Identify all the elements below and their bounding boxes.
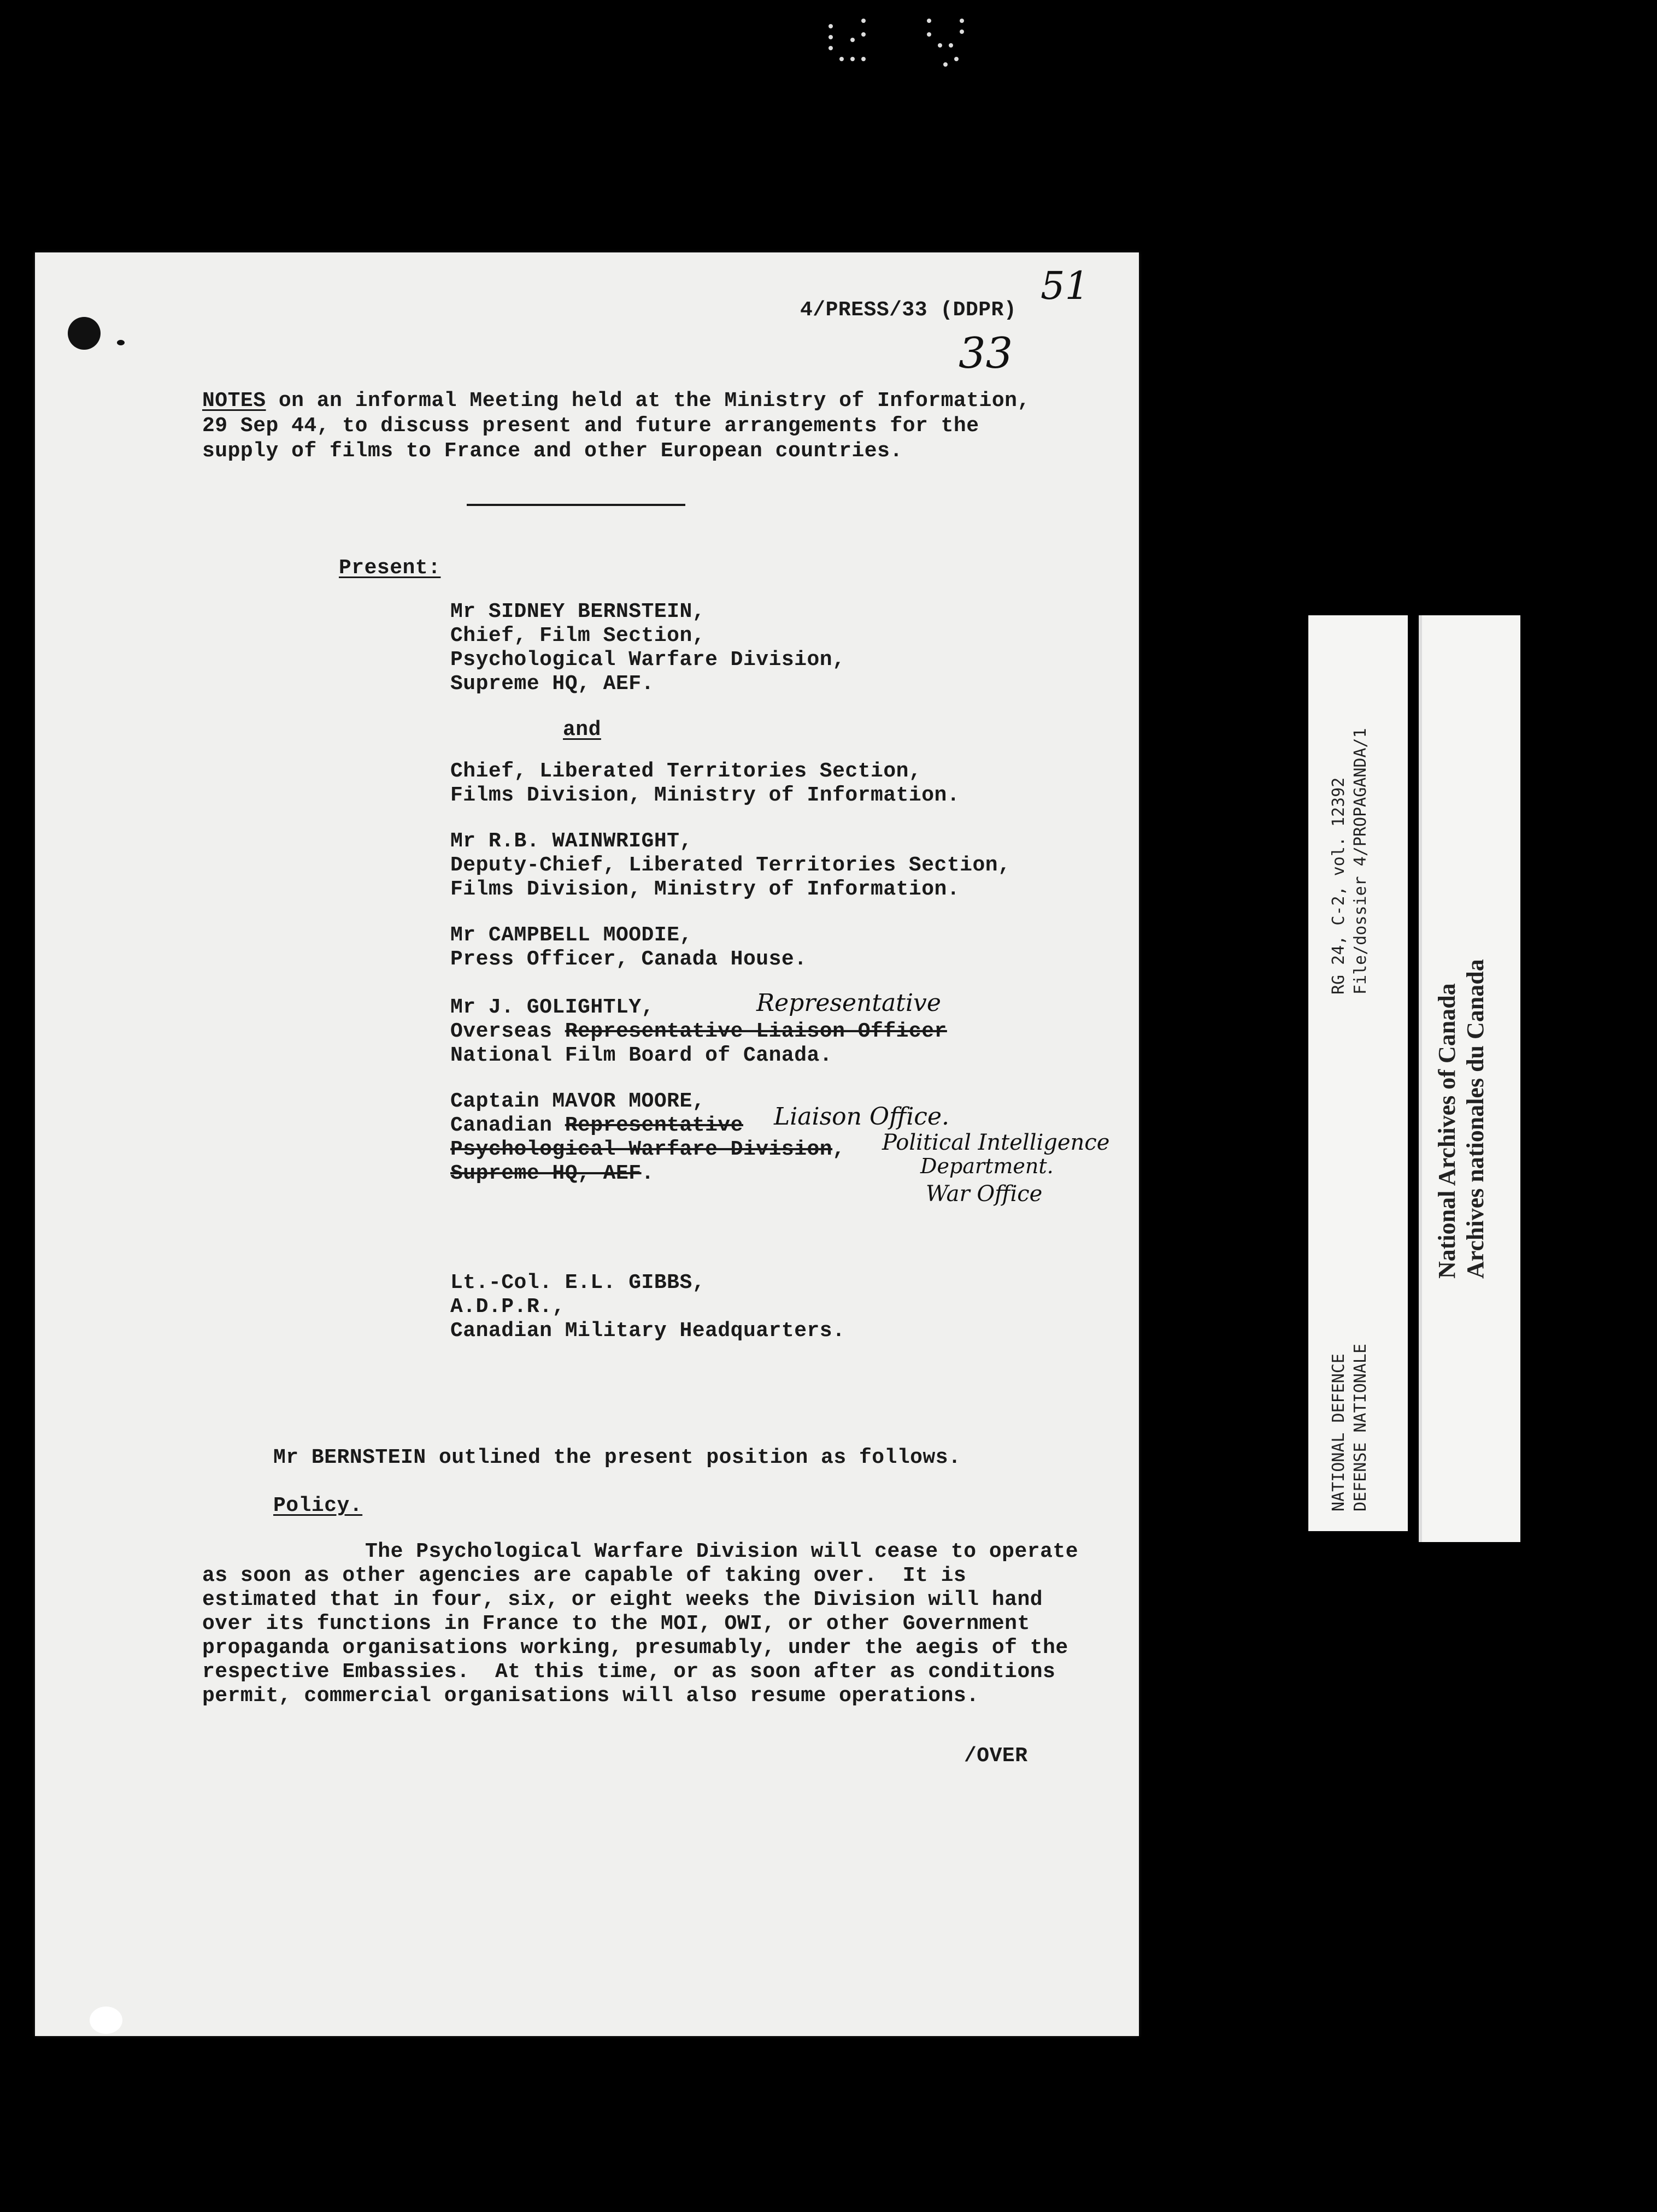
outline-sentence: Mr BERNSTEIN outlined the present position as follows.	[273, 1446, 961, 1469]
ink-speck	[117, 340, 125, 345]
attendee-gibbs-name: Lt.-Col. E.L. GIBBS,	[450, 1271, 706, 1295]
notes-word: NOTES	[202, 389, 266, 413]
attendee-bernstein-division: Psychological Warfare Division,	[450, 648, 845, 672]
heading-line-1: on an informal Meeting held at the Ministry of Information,	[266, 389, 1030, 413]
and-word: and	[563, 718, 601, 742]
paper-smudge	[90, 2007, 122, 2034]
policy-line-1: The Psychological Warfare Division will cease to operate	[365, 1540, 1079, 1563]
moore-canadian: Canadian	[450, 1114, 565, 1137]
policy-line-3: estimated that in four, six, or eight weeks the Division will hand	[202, 1588, 1043, 1611]
punch-hole-mark	[68, 317, 101, 350]
moore-hq-period: .	[641, 1162, 654, 1185]
moore-handwritten-4: War Office	[926, 1181, 1043, 1207]
attendee-moore-title	[450, 1114, 743, 1138]
policy-heading: Policy.	[273, 1494, 363, 1517]
policy-line-4: over its functions in France to the MOI, OWI, or other Government	[202, 1612, 1030, 1636]
document-page	[35, 252, 1139, 2036]
attendee-bernstein-name: Mr SIDNEY BERNSTEIN,	[450, 600, 706, 623]
moore-handwritten-3: Department.	[920, 1154, 1054, 1178]
attendee-bernstein-hq: Supreme HQ, AEF.	[450, 672, 654, 696]
attendee-wainwright-title: Deputy-Chief, Liberated Territories Section,	[450, 854, 1011, 877]
attendee-moodie-name: Mr CAMPBELL MOODIE,	[450, 923, 692, 947]
attendee-chief-division: Films Division, Ministry of Information.	[450, 784, 960, 807]
archive-dept-line-2: DEFENSE NATIONALE	[1351, 1343, 1370, 1511]
notes-heading	[202, 389, 1030, 413]
attendee-moore-division: Psychological Warfare Division,	[450, 1138, 845, 1161]
heading-line-3: supply of films to France and other European countries.	[202, 439, 903, 463]
archive-ref-line-2: File/dossier 4/PROPAGANDA/1	[1351, 728, 1370, 995]
moore-struck-hq: Supreme HQ, AEF	[450, 1162, 642, 1185]
moore-struck-division: Psychological Warfare Division	[450, 1138, 833, 1161]
golightly-struck-text: Representative Liaison Officer	[565, 1020, 947, 1043]
over-marker: /OVER	[964, 1744, 1028, 1768]
attendee-bernstein-title: Chief, Film Section,	[450, 624, 706, 648]
national-archives-label	[1419, 615, 1520, 1542]
archives-name-en: National Archives of Canada	[1433, 983, 1460, 1279]
attendee-moore-name: Captain MAVOR MOORE,	[450, 1090, 706, 1113]
policy-line-7: permit, commercial organisations will also resume operations.	[202, 1684, 979, 1708]
moore-struck-text: Representative	[565, 1114, 743, 1137]
archives-name-fr: Archives nationales du Canada	[1462, 959, 1489, 1279]
archive-ref-line-1: RG 24, C-2, vol. 12392	[1329, 777, 1348, 995]
golightly-handwritten-correction: Representative	[756, 989, 941, 1017]
perforation-dots	[820, 10, 995, 75]
golightly-overseas: Overseas	[450, 1020, 565, 1043]
moore-handwritten-1: Liaison Office.	[774, 1103, 949, 1131]
attendee-moodie-title: Press Officer, Canada House.	[450, 948, 807, 971]
attendee-moore-hq	[450, 1162, 654, 1186]
heading-divider	[467, 504, 685, 506]
attendee-golightly-title	[450, 1020, 947, 1044]
handwritten-margin-mark: 51	[1041, 263, 1090, 308]
attendee-chief-title: Chief, Liberated Territories Section,	[450, 760, 922, 783]
handwritten-file-number: 33	[959, 329, 1013, 378]
attendee-golightly-board: National Film Board of Canada.	[450, 1044, 833, 1067]
attendee-gibbs-hq: Canadian Military Headquarters.	[450, 1319, 845, 1343]
present-label: Present:	[339, 556, 441, 580]
attendee-wainwright-division: Films Division, Ministry of Information.	[450, 878, 960, 901]
heading-line-2: 29 Sep 44, to discuss present and future arrangements for the	[202, 414, 979, 438]
policy-line-6: respective Embassies. At this time, or as soon after as conditions	[202, 1660, 1056, 1684]
attendee-wainwright-name: Mr R.B. WAINWRIGHT,	[450, 829, 692, 853]
archive-dept-line-1: NATIONAL DEFENCE	[1329, 1354, 1348, 1511]
policy-line-5: propaganda organisations working, presumably, under the aegis of the	[202, 1636, 1068, 1660]
attendee-golightly-name: Mr J. GOLIGHTLY,	[450, 996, 654, 1019]
archive-reference-label	[1308, 615, 1408, 1531]
policy-line-2: as soon as other agencies are capable of taking over. It is	[202, 1564, 967, 1587]
file-reference: 4/PRESS/33 (DDPR)	[800, 298, 1017, 322]
attendee-gibbs-title: A.D.P.R.,	[450, 1295, 565, 1319]
moore-handwritten-2: Political Intelligence	[882, 1130, 1110, 1155]
